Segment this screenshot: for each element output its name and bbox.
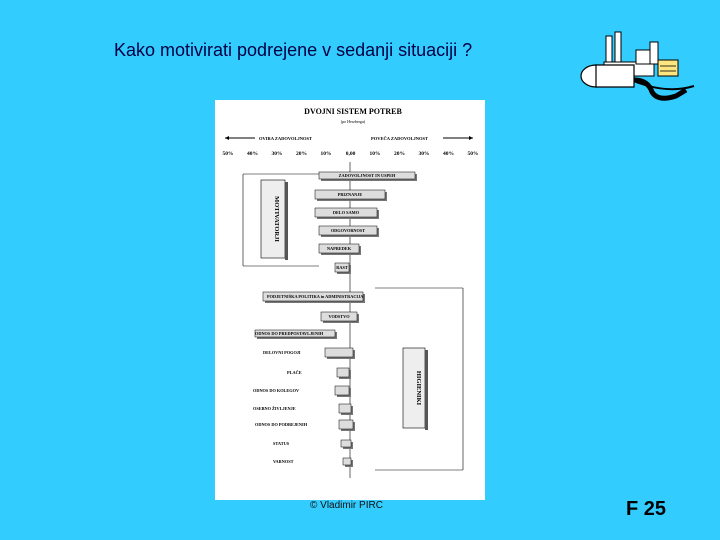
scale-tick-label: 20% xyxy=(394,151,405,157)
factor-item xyxy=(319,172,417,181)
factor-box xyxy=(339,420,353,429)
copyright: © Vladimir PIRC xyxy=(310,500,383,511)
factor-item xyxy=(319,226,379,237)
factor-label: VARNOST xyxy=(273,459,294,465)
factor-label: ODNOS DO PODREJENIH xyxy=(255,422,308,428)
factor-item xyxy=(319,244,361,255)
factor-box xyxy=(343,458,351,465)
factory-clipart xyxy=(578,22,708,104)
scale-tick-label: 50% xyxy=(222,151,234,157)
factor-item xyxy=(315,190,387,201)
diagram-heading: DVOJNI SISTEM POTREB xyxy=(304,107,402,116)
scale-tick-label: 30% xyxy=(418,151,430,157)
diagram-subheading: (po Herzbergu) xyxy=(340,119,366,124)
factor-label: ODNOS DO KOLEGOV xyxy=(253,388,300,394)
factor-box xyxy=(337,368,349,377)
factor-box xyxy=(339,404,351,413)
slide-title: Kako motivirati podrejene v sedanji situaciji ? xyxy=(114,40,473,60)
factor-box xyxy=(335,386,349,395)
factor-item xyxy=(315,208,379,219)
factor-label: NAPREDEK xyxy=(326,246,352,252)
scale-tick-label: 0,00 xyxy=(345,151,356,157)
factor-label: DELO SAMO xyxy=(332,210,360,216)
factor-label: VODSTVO xyxy=(328,314,350,320)
factor-label: ZADOVOLJNOST IN USPEH xyxy=(338,173,396,179)
factor-label: PLAČE xyxy=(287,370,302,376)
scale-tick-label: 10% xyxy=(320,151,332,157)
scale-tick-label: 50% xyxy=(467,151,479,157)
right-arrow-label: POVEČA ZADOVOLJNOST xyxy=(371,136,429,141)
factor-label: DELOVNI POGOJI xyxy=(263,350,301,356)
factor-item xyxy=(255,330,337,339)
factor-label: RAST xyxy=(336,265,348,271)
factor-box xyxy=(325,348,353,357)
factor-label: OSEBNO ŽIVLJENJE xyxy=(253,406,296,412)
herzberg-diagram xyxy=(215,100,485,500)
factor-label: ODGOVORNOST xyxy=(330,228,366,234)
factor-label: PRIZNANJE xyxy=(337,192,363,198)
slide-number: F 25 xyxy=(626,498,667,520)
scale-tick-label: 30% xyxy=(271,151,283,157)
factor-label: PODJETNIŠKA POLITIKA in ADMINISTRACIJA xyxy=(267,294,364,300)
hygiene-label: HIGIENIKI xyxy=(415,370,422,406)
factor-box xyxy=(341,440,351,447)
left-arrow-label: OVIRA ZADOVOLJNOST xyxy=(259,136,313,141)
scale-tick-label: 40% xyxy=(443,151,454,157)
factor-label: STATUS xyxy=(273,441,290,447)
scale-tick-label: 10% xyxy=(369,151,381,157)
factor-label: ODNOS DO PREDPOSTAVLJENIH xyxy=(255,331,324,337)
factor-item xyxy=(263,292,365,303)
factor-item xyxy=(321,312,359,323)
motivators-label: MOTIVATORJI xyxy=(273,196,280,242)
scale-tick-label: 20% xyxy=(296,151,307,157)
scale-tick-label: 40% xyxy=(247,151,258,157)
factor-item xyxy=(335,263,351,274)
